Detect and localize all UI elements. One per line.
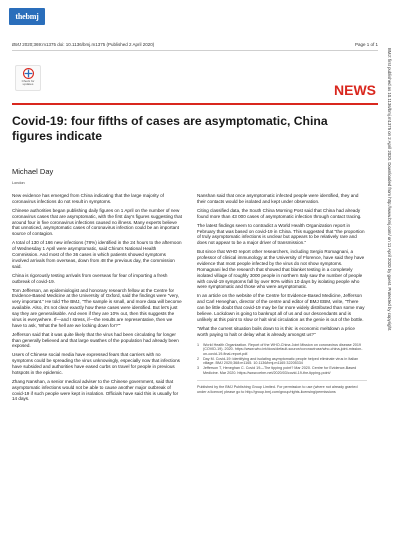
crossmark-icon <box>23 68 34 79</box>
bmj-logo[interactable]: thebmj <box>9 8 45 25</box>
paragraph: The latest findings seem to contradict a World Health Organization report in February that was based on covid-19 in China. This suggested that "the proportion of truly asymptomatic infections is unclear but appears to be relatively rare and does not appear to be a major driver of transmission." <box>197 222 365 246</box>
reference-item <box>197 343 367 357</box>
check-badge-line1: Check for <box>21 79 35 83</box>
journal-name: BMJ <box>12 42 21 47</box>
citation-details: 2020;369:m1375 doi: 10.1136/bmj.m1375 (Published 2 April 2020) <box>21 42 155 47</box>
reference-number: 3 <box>197 366 200 371</box>
paragraph: But since that WHO report other researchers, including Sergio Romagnani, a professor of clinical immunology at the University of Florence, have said they have evidence that most people infected by the virus do not show symptoms. Romagnani led the research that showed that blanket testing in a completely isolated village of roughly 3000 people in northern Italy saw the number of people with covid-19 symptoms fall by over 90% within 10 days by isolating people who were symptomatic and those who were asymptomatic. <box>197 249 365 290</box>
section-tag: NEWS <box>334 82 376 98</box>
paragraph: Zhang Nanshan, a senior medical adviser to the Chinese government, said that asymptomatic infections would not be able to cause another major outbreak of covid-19 if such people were kept in isolation. Officials have said this is usually for 14 days. <box>12 378 179 402</box>
author-name: Michael Day <box>12 167 54 176</box>
page-number: Page 1 of 1 <box>354 42 378 47</box>
paragraph: Jefferson said that it was quite likely that the virus had been circulating for longer than generally believed and that large swathes of the population had already been exposed. <box>12 331 179 349</box>
citation-line <box>12 42 342 47</box>
check-for-updates-badge[interactable] <box>15 65 41 91</box>
paragraph: Users of Chinese social media have expressed fears that carriers with no symptoms could be spreading the virus unknowingly, especially now that infections have subsided and authorities have eased curbs on travel for people in previous hotspots in the epidemic. <box>12 352 180 375</box>
reference-text[interactable]: Jefferson T, Heneghan C. Covid 19—The tipping point? Mar 2020. Centre for Evidence-Based Medicine. Mar 2020. https://www.cebm.net/2020/03/covid-19-the-tipping-point/ <box>203 366 357 375</box>
paragraph: Tom Jefferson, an epidemiologist and honorary research fellow at the Centre for Evidence-Based Medicine at the University of Oxford, said the findings were "very, very important." He told The BMJ, "The sample is small, and more data will become available. Also, it's not clear exactly how these cases were identified. But let's just say they are generalisable. And even if they are 10% out, then this suggests the virus is everywhere. If—and I stress, if—the results are representative, then we have to ask, 'What the hell are we locking down for?'" <box>12 287 182 328</box>
author-location: London <box>12 181 25 185</box>
header-divider <box>12 50 378 51</box>
paragraph: New evidence has emerged from China indicating that the large majority of coronavirus infections do not result in symptoms. <box>12 193 164 204</box>
footer-divider <box>197 380 367 381</box>
paragraph: China is rigorously testing arrivals from overseas for fear of importing a fresh outbreak of covid-19. <box>12 272 168 284</box>
reference-number: 1 <box>197 342 200 347</box>
right-column <box>197 193 367 395</box>
paragraph: Citing classified data, the South China Morning Post said that China had already found more than 43 000 cases of asymptomatic infection through contact tracing. <box>197 207 362 219</box>
reference-item <box>197 357 367 366</box>
paragraph: A total of 130 of 166 new infections (78%) identified in the 24 hours to the afternoon of Wednesday 1 April were asymptomatic, said China's National Health Commission. And most of the 36 cases in which patients showed symptoms involved arrivals from overseas, down from 48 the previous day, the commission said. <box>12 240 182 269</box>
article-title: Covid-19: four fifths of cases are asymptomatic, China figures indicate <box>12 114 328 143</box>
publisher-footer: Published by the BMJ Publishing Group Limited. For permission to use (where not already granted under a licence) please go to http://group.bmj.com/group/rights-licensing/permissions <box>197 385 358 395</box>
references-list <box>197 343 367 376</box>
side-download-note: BMJ: first published as 10.1136/bmj.m1375 on 2 April 2020. Downloaded from http://www.bmj.com/ on 11 April 2020 by guest. Protected by copyright. <box>387 48 392 332</box>
reference-number: 2 <box>197 356 200 361</box>
left-column <box>12 193 182 406</box>
reference-text[interactable]: World Health Organization. Report of the WHO-China Joint Mission on coronavirus disease 2019 (COVID-19). 2020. https://www.who.int/docs/default-source/coronaviruse/who-china-joint-mission-on-covid-19-final-report.pdf. <box>203 342 363 356</box>
paragraph: Nanshan said that once asymptomatic infected people were identified, they and their contacts would be isolated and kept under observation. <box>197 193 359 204</box>
reference-text[interactable]: Day M. Covid-19: identifying and isolating asymptomatic people helped eliminate virus in Italian village. BMJ 2020;368:m1165. 10.1136/bmj.m1165 32205334 <box>203 356 359 366</box>
check-badge-line2: updates <box>22 82 34 87</box>
paragraph: "What the current situation boils down to is this: is economic meltdown a price worth paying to halt or delay what is already amongst us?" <box>197 325 355 337</box>
section-divider <box>12 103 378 105</box>
reference-item <box>197 366 367 375</box>
paragraph: Chinese authorities began publishing daily figures on 1 April on the number of new coronavirus cases that are asymptomatic, with the first day's figures suggesting that around four in five coronavirus infections caused no illness. Many experts believe that unnoticed, asymptomatic cases of coronavirus infection could be an important source of contagion. <box>12 207 182 237</box>
paragraph: In an article on the website of the Centre for Evidence-Based Medicine, Jefferson and Carl Heneghan, director of the centre and editor of BMJ EBM, write, "There can be little doubt that covid-19 may be far more widely distributed than some may believe. Lockdown is going to bankrupt all of us and our descendants and is unlikely at this point to slow or halt viral circulation as the genie is out of the bottle. <box>197 293 365 322</box>
